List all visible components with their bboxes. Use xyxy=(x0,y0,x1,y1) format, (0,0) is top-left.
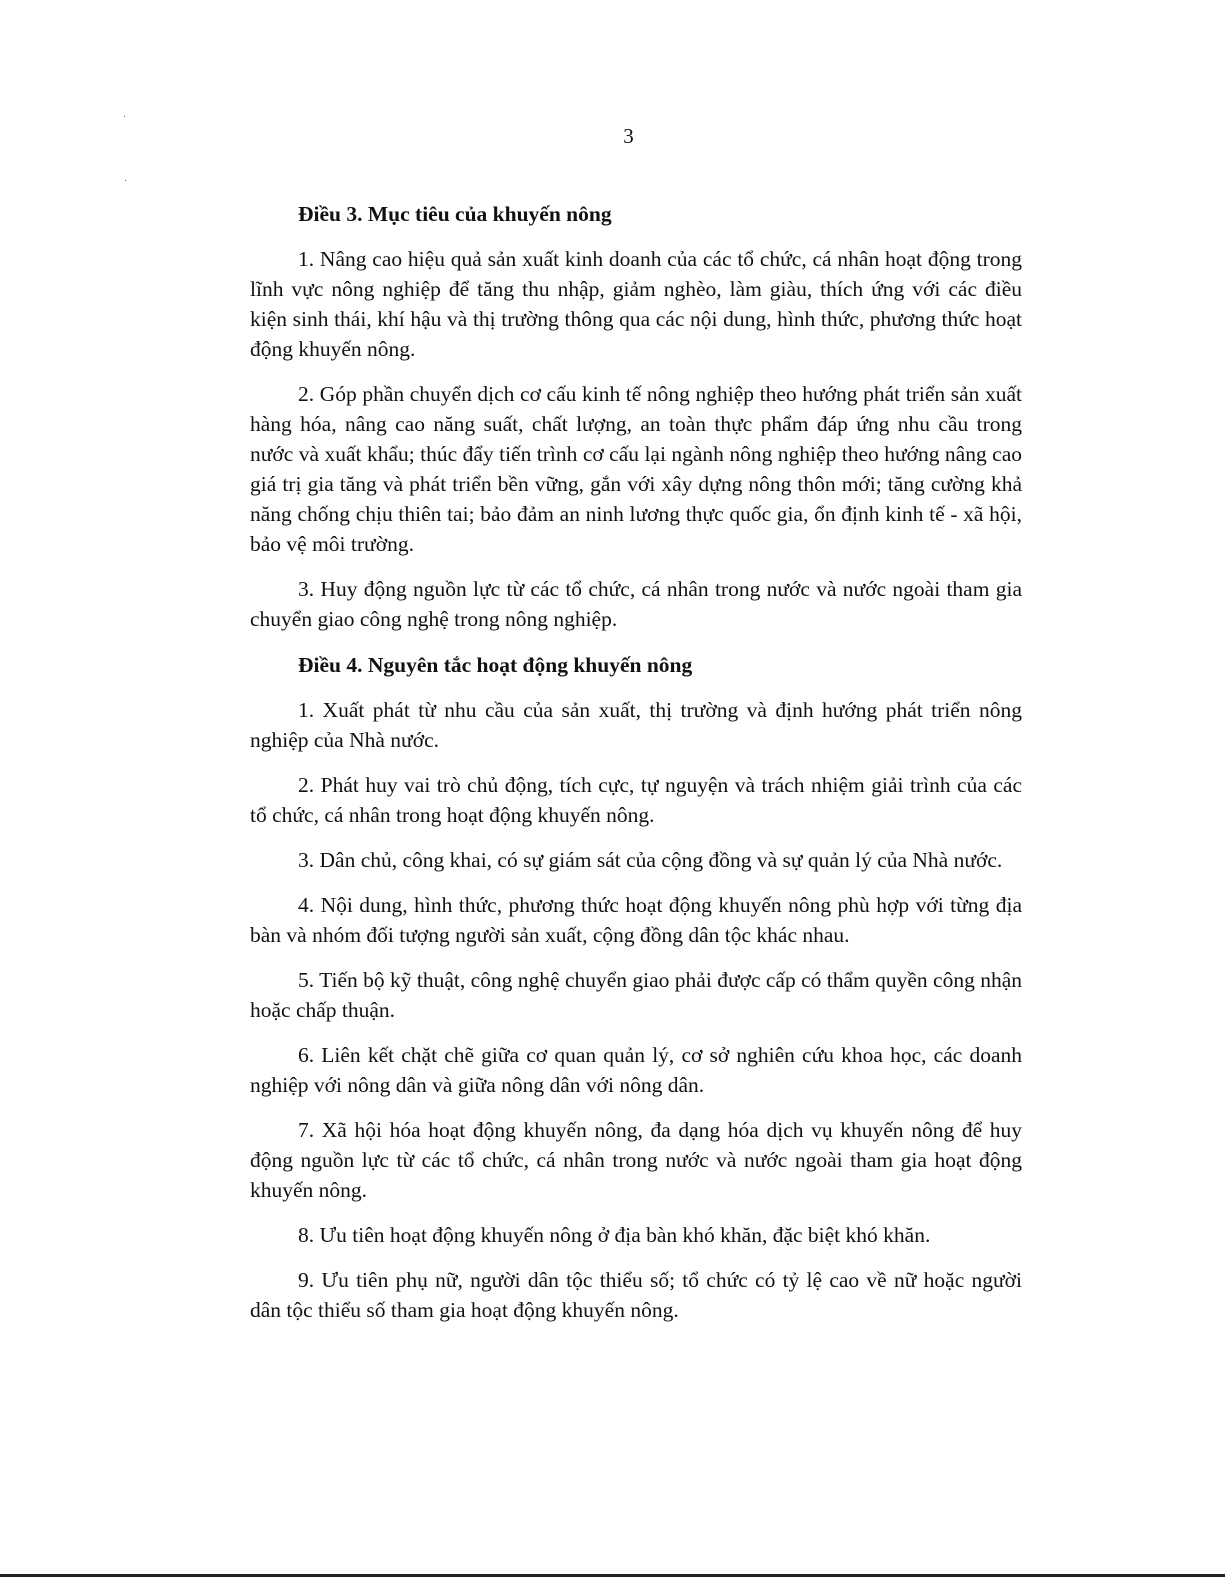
article-3-heading: Điều 3. Mục tiêu của khuyến nông xyxy=(298,202,612,226)
article-4-clause-4: 4. Nội dung, hình thức, phương thức hoạt động khuyến nông phù hợp với từng địa bàn và nhóm đối tượng người sản xuất, cộng đồng dân tộc khác nhau. xyxy=(250,893,1022,947)
article-4-clause-2: 2. Phát huy vai trò chủ động, tích cực, tự nguyện và trách nhiệm giải trình của các tổ chức, cá nhân trong hoạt động khuyến nông. xyxy=(250,773,1022,827)
article-3-section xyxy=(250,198,1022,634)
article-4-clause-7: 7. Xã hội hóa hoạt động khuyến nông, đa dạng hóa dịch vụ khuyến nông để huy động nguồn lực từ các tổ chức, cá nhân trong nước và nước ngoài tham gia hoạt động khuyến nông. xyxy=(250,1118,1022,1202)
article-4-section xyxy=(250,649,1022,1325)
article-4-clause-5: 5. Tiến bộ kỹ thuật, công nghệ chuyển giao phải được cấp có thẩm quyền công nhận hoặc chấp thuận. xyxy=(250,968,1023,1022)
article-4-clause-6: 6. Liên kết chặt chẽ giữa cơ quan quản lý, cơ sở nghiên cứu khoa học, các doanh nghiệp với nông dân và giữa nông dân với nông dân. xyxy=(250,1043,1022,1097)
scan-artifact-mark: · xyxy=(124,176,128,187)
article-4-clause-3: 3. Dân chủ, công khai, có sự giám sát của cộng đồng và sự quản lý của Nhà nước. xyxy=(298,848,1003,872)
article-3-clause-2: 2. Góp phần chuyển dịch cơ cấu kinh tế nông nghiệp theo hướng phát triển sản xuất hàng hóa, nâng cao năng suất, chất lượng, an toàn thực phẩm đáp ứng nhu cầu trong nước và xuất khẩu; thúc đẩy tiến trình cơ cấu lại ngành nông nghiệp theo hướng nâng cao giá trị gia tăng và phát triển bền vững, gắn với xây dựng nông thôn mới; tăng cường khả năng chống chịu thiên tai; bảo đảm an ninh lương thực quốc gia, ổn định kinh tế - xã hội, bảo vệ môi trường. xyxy=(250,382,1022,556)
article-3-clause-1: 1. Nâng cao hiệu quả sản xuất kinh doanh của các tổ chức, cá nhân hoạt động trong lĩnh vực nông nghiệp để tăng thu nhập, giảm nghèo, làm giàu, thích ứng với các điều kiện sinh thái, khí hậu và thị trường thông qua các nội dung, hình thức, phương thức hoạt động khuyến nông. xyxy=(250,247,1022,361)
page-number: 3 xyxy=(623,124,634,148)
article-4-heading: Điều 4. Nguyên tắc hoạt động khuyến nông xyxy=(298,653,693,677)
scan-bottom-edge xyxy=(0,1574,1225,1577)
scan-artifact-mark: · xyxy=(123,112,127,123)
article-4-clause-9: 9. Ưu tiên phụ nữ, người dân tộc thiểu số; tổ chức có tỷ lệ cao về nữ hoặc người dân tộc thiểu số tham gia hoạt động khuyến nông. xyxy=(250,1268,1022,1322)
document-body xyxy=(250,198,1022,1325)
article-3-clause-3: 3. Huy động nguồn lực từ các tổ chức, cá nhân trong nước và nước ngoài tham gia chuyển giao công nghệ trong nông nghiệp. xyxy=(250,577,1022,631)
article-4-clause-1: 1. Xuất phát từ nhu cầu của sản xuất, thị trường và định hướng phát triển nông nghiệp của Nhà nước. xyxy=(250,698,1022,752)
article-4-clause-8: 8. Ưu tiên hoạt động khuyến nông ở địa bàn khó khăn, đặc biệt khó khăn. xyxy=(298,1223,931,1247)
